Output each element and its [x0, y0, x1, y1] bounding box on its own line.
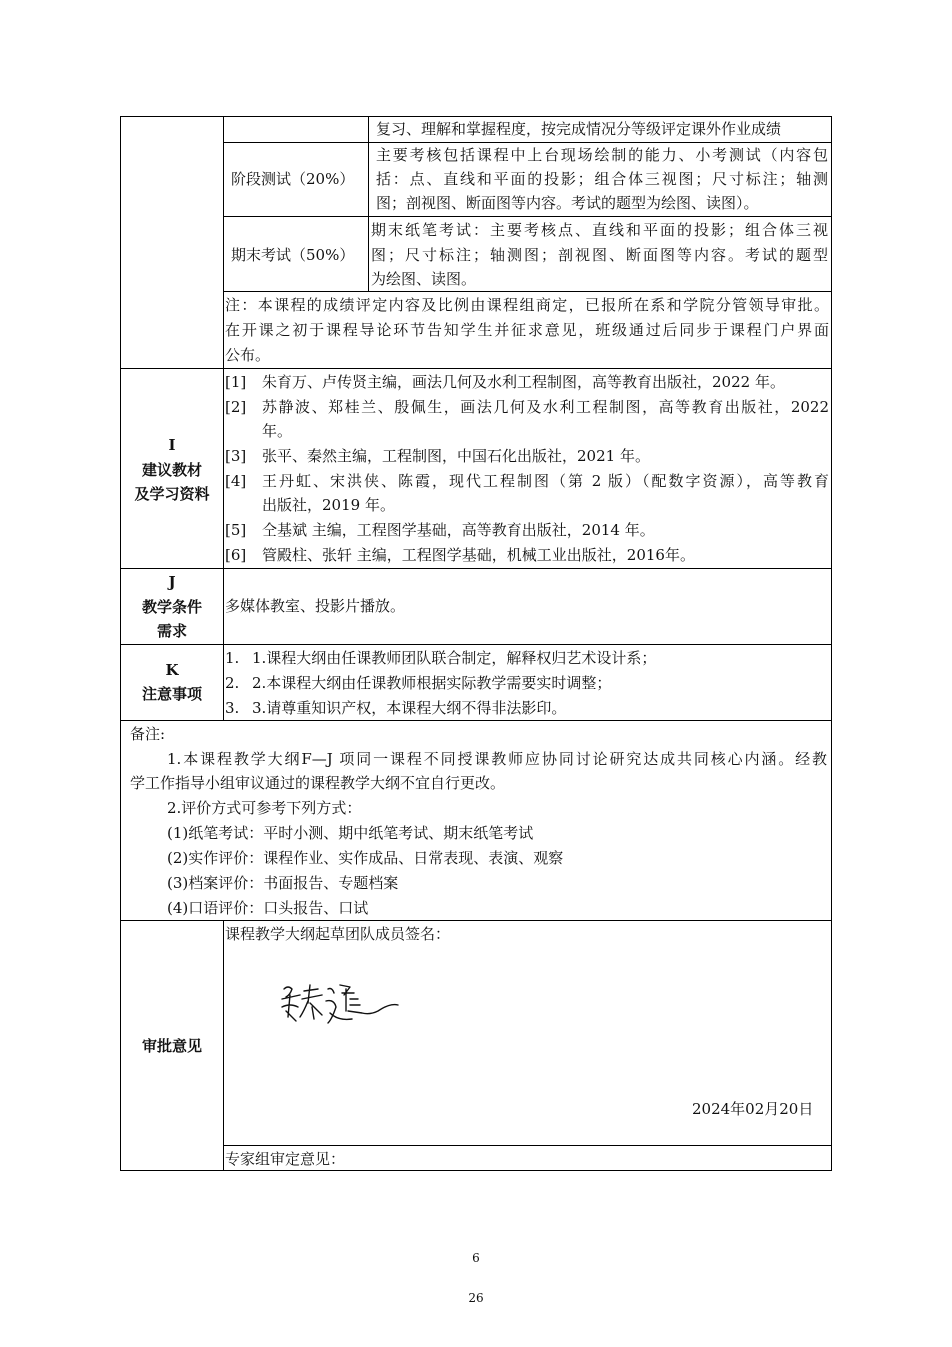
assessment-note-line: 注：本课程的成绩评定内容及比例由课程组商定，已报所在系和学院分管领导审批。 [225, 296, 829, 314]
reference-number: [1] [225, 373, 247, 391]
approval-label: 审批意见 [141, 1037, 202, 1055]
remarks-item: (4)口语评价：口头报告、口试 [167, 899, 369, 917]
remarks-line: 1.本课程教学大纲F—J 项同一课程不同授课教师应协同讨论研究达成共同核心内涵。经教 [167, 750, 827, 768]
remarks-line: 2.评价方式可参考下列方式： [167, 799, 362, 817]
remarks-item: (3)档案评价：书面报告、专题档案 [167, 874, 399, 892]
label-column-divider [223, 116, 224, 720]
stage-test-desc-line: 图；剖视图、断面图等内容。考试的题型为绘图、读图）。 [376, 194, 759, 212]
stage-test-desc-line: 括：点、直线和平面的投影；组合体三视图；尺寸标注；轴测 [376, 170, 828, 188]
approval-date: 2024年02月20日 [692, 1100, 814, 1118]
handwritten-signature [278, 977, 408, 1037]
assessment-note-line: 公布。 [225, 346, 271, 364]
section-j-letter: J [168, 573, 176, 591]
reference-text: 年。 [262, 422, 293, 440]
section-i-letter: I [168, 436, 176, 454]
reference-text: 苏静波、郑桂兰、殷佩生，画法几何及水利工程制图，高等教育出版社，2022 [262, 398, 829, 416]
total-page-number: 26 [468, 1291, 484, 1305]
final-exam-desc-line: 期末纸笔考试：主要考核点、直线和平面的投影；组合体三视 [371, 221, 828, 239]
row-line [120, 368, 832, 369]
row-line [223, 216, 832, 217]
note-item-number: 2. [225, 674, 240, 692]
section-k-letter: K [165, 661, 179, 679]
section-j-content: 多媒体教室、投影片播放。 [225, 597, 406, 615]
final-exam-desc-line: 图；尺寸标注；轴测图；剖视图、断面图等内容。考试的题型 [371, 246, 828, 264]
reference-number: [3] [225, 447, 247, 465]
row-line [223, 1145, 832, 1146]
label-column-divider-approval [223, 920, 224, 1171]
expert-opinion-label: 专家组审定意见： [225, 1150, 346, 1168]
page-number: 6 [472, 1251, 480, 1265]
section-j-title: 教学条件 [141, 598, 202, 616]
reference-text: 王丹虹、宋洪侠、陈霞，现代工程制图（第 2 版）（配数字资源），高等教育 [262, 472, 829, 490]
reference-number: [5] [225, 521, 247, 539]
note-item-text: 2.本课程大纲由任课教师根据实际教学需要实时调整； [252, 674, 612, 692]
section-j-title: 需求 [156, 622, 187, 640]
section-i-title: 建议教材 [141, 461, 202, 479]
note-item-text: 1.课程大纲由任课教师团队联合制定，解释权归艺术设计系； [252, 649, 657, 667]
row-line [120, 568, 832, 569]
reference-number: [4] [225, 472, 247, 490]
reference-number: [6] [225, 546, 247, 564]
note-item-number: 3. [225, 699, 240, 717]
remarks-line: 学工作指导小组审议通过的课程教学大纲不宜自行更改。 [130, 774, 506, 792]
reference-text: 仝基斌 主编，工程图学基础，高等教育出版社，2014 年。 [262, 521, 655, 539]
section-k-title: 注意事项 [141, 685, 202, 703]
stage-test-desc-line: 主要考核包括课程中上台现场绘制的能力、小考测试（内容包 [376, 146, 828, 164]
reference-text: 朱育万、卢传贤主编，画法几何及水利工程制图，高等教育出版社，2022 年。 [262, 373, 785, 391]
note-item-number: 1. [225, 649, 240, 667]
assessment-note-line: 在开课之初于课程导论环节告知学生并征求意见，班级通过后同步于课程门户界面 [225, 321, 829, 339]
row-line [223, 291, 832, 292]
reference-text: 管殿柱、张轩 主编，工程图学基础，机械工业出版社，2016年。 [262, 546, 695, 564]
reference-number: [2] [225, 398, 247, 416]
remarks-item: (1)纸笔考试：平时小测、期中纸笔考试、期末纸笔考试 [167, 824, 534, 842]
final-exam-label: 期末考试（50%） [231, 246, 355, 264]
reference-text: 出版社，2019 年。 [262, 496, 395, 514]
signers-label: 课程教学大纲起草团队成员签名： [225, 925, 451, 943]
coursework-desc-continued: 复习、理解和掌握程度，按完成情况分等级评定课外作业成绩 [376, 120, 782, 138]
section-i-title: 及学习资料 [134, 485, 210, 503]
remarks-item: (2)实作评价：课程作业、实作成品、日常表现、表演、观察 [167, 849, 564, 867]
final-exam-desc-line: 为绘图、读图。 [371, 270, 477, 288]
row-line [120, 644, 832, 645]
note-item-text: 3.请尊重知识产权，本课程大纲不得非法影印。 [252, 699, 567, 717]
stage-test-label: 阶段测试（20%） [231, 170, 355, 188]
remarks-label: 备注: [130, 725, 166, 743]
reference-text: 张平、秦然主编，工程制图，中国石化出版社，2021 年。 [262, 447, 650, 465]
